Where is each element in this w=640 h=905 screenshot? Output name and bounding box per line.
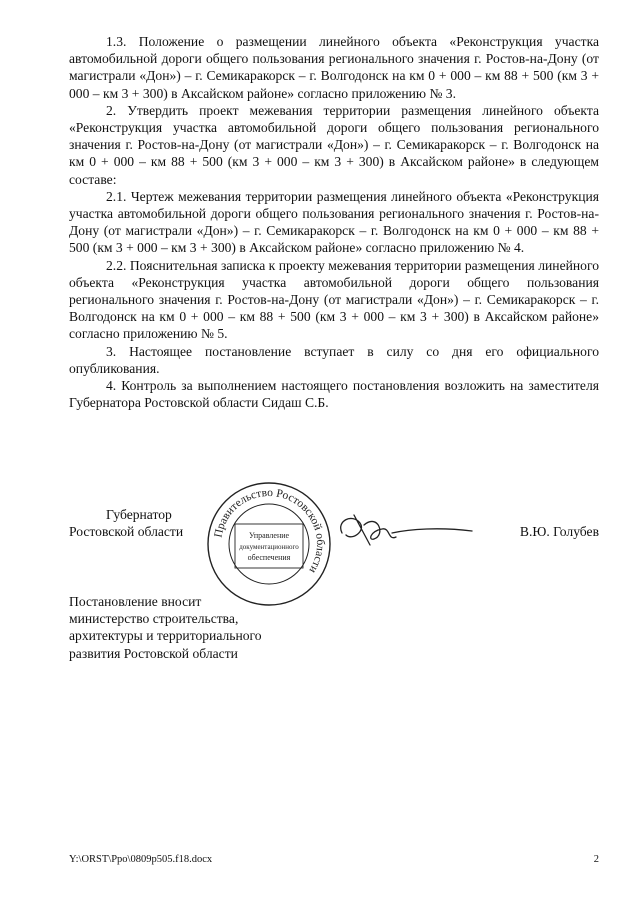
signatory-name: В.Ю. Голубев [519, 524, 599, 539]
page-number: 2 [593, 854, 599, 865]
submitted-by-line: архитектуры и территориального [69, 628, 262, 644]
paragraph-2-1: 2.1. Чертеж межевания территории размещения линейного объекта «Реконструкция участка автомобильной дороги общего пользования регионального значения г. Ростов-на-Дону (от магистрали «Дон») – г. Семикаракорск – г. Волгодонск на км 0 + 000 – км 88 + 500 (км 3 + 000 – км 3 + 300) в Аксайском районе» согласно приложению № 4. [69, 188, 599, 256]
submitted-by-line: Постановление вносит [69, 594, 202, 609]
document-body [69, 33, 599, 411]
handwritten-signature [330, 505, 480, 555]
seal-inner-line2: документационного [239, 543, 299, 551]
signatory-title-line2: Ростовской области [69, 524, 184, 540]
seal-inner-line1: Управление [248, 531, 290, 540]
paragraph-2-2: 2.2. Пояснительная записка к проекту межевания территории размещения линейного объекта «Реконструкция участка автомобильной дороги общего пользования регионального значения г. Ростов-на-Дону (от магистрали «Дон») – г. Семикаракорск – г. Волгодонск на км 0 + 000 – км 88 + 500 (км 3 + 000 – км 3 + 300) в Аксайском районе» согласно приложению № 5. [69, 257, 599, 342]
seal-ring-path: Правительство Ростовской области [212, 486, 327, 576]
official-seal [205, 480, 333, 608]
submitted-by-line: министерство строительства, [69, 611, 239, 627]
submitted-by-line: развития Ростовской области [69, 645, 238, 661]
paragraph-3: 3. Настоящее постановление вступает в силу со дня его официального опубликования. [69, 343, 599, 376]
footer-file-path: Y:\ORST\Ppo\0809p505.f18.docx [69, 854, 213, 865]
paragraph-1-3: 1.3. Положение о размещении линейного объекта «Реконструкция участка автомобильной дороги общего пользования регионального значения г. Ростов-на-Дону (от магистрали «Дон») – г. Семикаракорск – г. Волгодонск на км 0 + 000 – км 88 + 500 (км 3 + 000 – км 3 + 300) в Аксайском районе» согласно приложению № 3. [69, 34, 599, 101]
paragraph-2: 2. Утвердить проект межевания территории размещения линейного объекта «Реконструкция участка автомобильной дороги общего пользования регионального значения г. Ростов-на-Дону (от магистрали «Дон») – г. Семикаракорск – г. Волгодонск на км 0 + 000 – км 88 + 500 (км 3 + 000 – км 3 + 300) в Аксайском районе» в следующем составе: [69, 102, 599, 187]
signatory-title [69, 506, 209, 540]
seal-inner-line3: обеспечения [247, 553, 291, 562]
submitted-by-block [69, 593, 329, 662]
paragraph-4: 4. Контроль за выполнением настоящего постановления возложить на заместителя Губернатора Ростовской области Сидаш С.Б. [69, 378, 599, 411]
signatory-title-line1: Губернатор [106, 507, 172, 522]
